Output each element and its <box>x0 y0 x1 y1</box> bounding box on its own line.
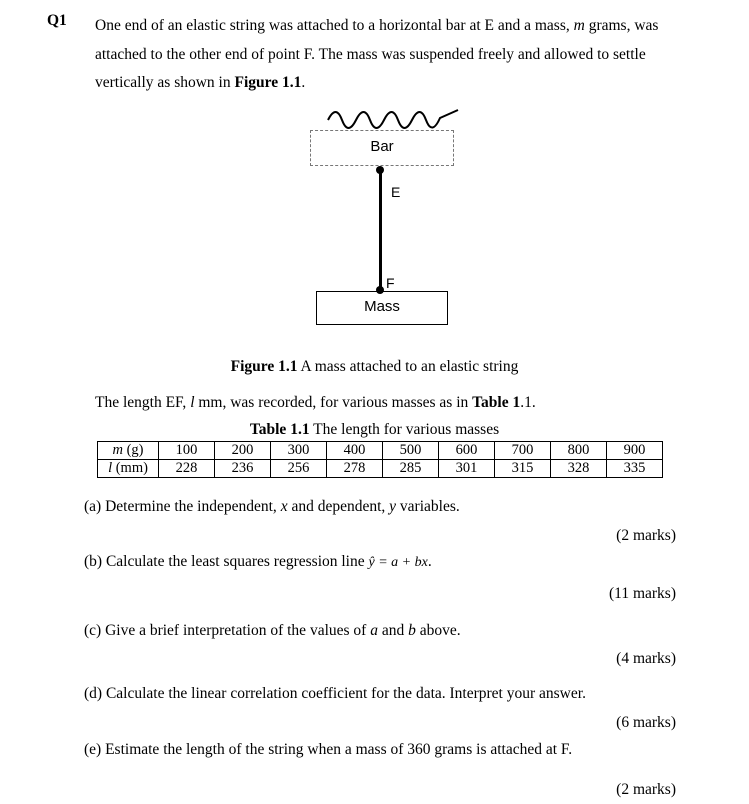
part-b <box>84 553 432 571</box>
part-a-post: variables. <box>396 498 460 515</box>
elastic-string <box>379 170 382 290</box>
bar-box: Bar <box>310 130 454 166</box>
length-cell: 278 <box>327 460 383 478</box>
point-e-label: E <box>391 184 401 200</box>
part-d: (d) Calculate the linear correlation coefficient for the data. Interpret your answer. <box>84 685 586 702</box>
part-c-marks: (4 marks) <box>616 650 676 667</box>
mass-cell: 200 <box>215 442 271 460</box>
mass-box: Mass <box>316 291 448 325</box>
figure-caption-bold: Figure 1.1 <box>230 358 298 375</box>
length-cell: 315 <box>495 460 551 478</box>
length-text-end: .1. <box>520 394 536 411</box>
length-cell: 236 <box>215 460 271 478</box>
table-caption-text: The length for various masses <box>309 421 500 438</box>
mass-cell: 800 <box>551 442 607 460</box>
figure-caption <box>0 358 749 376</box>
part-c-text: (c) Give a brief interpretation of the values of <box>84 622 371 639</box>
intro-text-2: attached to the other end of point F. The mass was suspended freely and allowed to settle <box>95 45 646 63</box>
figure-caption-text: A mass attached to an elastic string <box>297 358 519 375</box>
question-number: Q1 <box>47 12 67 29</box>
length-header-unit: (mm) <box>112 460 148 476</box>
length-row <box>98 460 663 478</box>
mass-cell: 400 <box>327 442 383 460</box>
part-c-a: a <box>370 622 378 639</box>
mass-length-table <box>97 441 663 478</box>
mass-header <box>98 442 159 460</box>
mass-cell: 100 <box>159 442 215 460</box>
part-e-marks: (2 marks) <box>616 781 676 798</box>
length-header-var: l <box>108 460 113 476</box>
length-cell: 285 <box>383 460 439 478</box>
question-intro <box>95 12 695 98</box>
part-b-text: (b) Calculate the least squares regression line <box>84 553 369 570</box>
length-text-a: The length EF, <box>95 394 191 411</box>
intro-period: . <box>301 74 306 91</box>
part-a-marks: (2 marks) <box>616 527 676 544</box>
intro-text-1b: grams, was <box>584 17 659 34</box>
part-b-equation: ŷ = a + bx <box>368 555 428 570</box>
mass-cell: 600 <box>439 442 495 460</box>
part-c-mid: and <box>377 622 409 639</box>
part-b-marks: (11 marks) <box>608 585 676 602</box>
intro-var-m: m <box>573 17 585 34</box>
intro-text-3: vertically as shown in <box>95 74 235 91</box>
part-a-text: (a) Determine the independent, <box>84 498 281 515</box>
length-cell: 301 <box>439 460 495 478</box>
part-a-mid: and dependent, <box>287 498 390 515</box>
point-f-label: F <box>386 275 395 291</box>
table-caption <box>0 421 749 439</box>
mass-row <box>98 442 663 460</box>
table-ref: Table 1 <box>472 394 521 411</box>
length-var-l: l <box>190 394 195 411</box>
part-b-end: . <box>427 553 432 570</box>
part-c-b: b <box>408 622 416 639</box>
part-c-post: above. <box>415 622 461 639</box>
mass-cell: 300 <box>271 442 327 460</box>
figure-elastic-string <box>300 104 470 334</box>
part-a-y: y <box>389 498 397 515</box>
table-caption-bold: Table 1.1 <box>249 421 310 438</box>
part-c <box>84 622 461 640</box>
mass-cell: 500 <box>383 442 439 460</box>
part-d-marks: (6 marks) <box>616 714 676 731</box>
mass-cell: 900 <box>607 442 663 460</box>
intro-figure-ref: Figure 1.1 <box>234 74 302 91</box>
length-cell: 228 <box>159 460 215 478</box>
length-text-b: mm, was recorded, for various masses as in <box>194 394 473 411</box>
length-cell: 256 <box>271 460 327 478</box>
mass-cell: 700 <box>495 442 551 460</box>
part-e: (e) Estimate the length of the string when a mass of 360 grams is attached at F. <box>84 741 573 758</box>
mass-header-unit: (g) <box>122 442 144 458</box>
length-header <box>98 460 159 478</box>
part-a-x: x <box>280 498 288 515</box>
intro-text-1: One end of an elastic string was attached to a horizontal bar at E and a mass, <box>95 17 574 34</box>
mass-header-var: m <box>112 442 123 458</box>
length-cell: 335 <box>607 460 663 478</box>
part-a <box>84 498 460 516</box>
length-description <box>95 394 536 412</box>
length-cell: 328 <box>551 460 607 478</box>
